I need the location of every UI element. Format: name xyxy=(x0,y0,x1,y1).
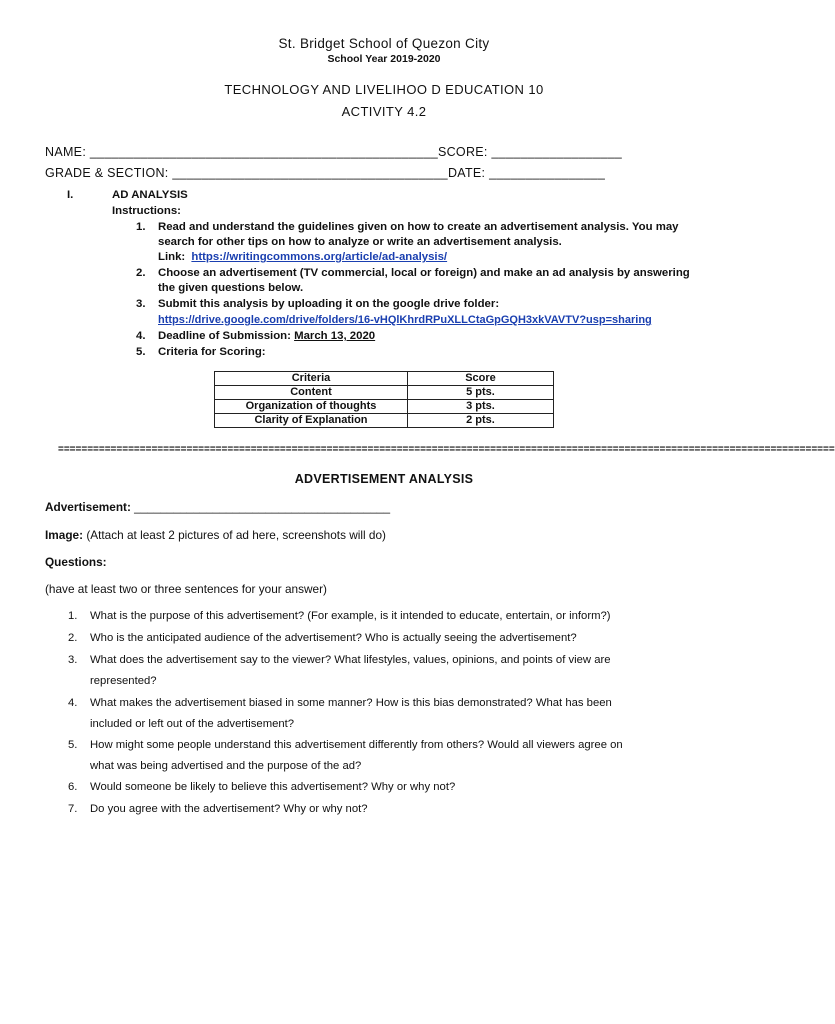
question-5-num: 5. xyxy=(68,739,78,751)
question-1-text: What is the purpose of this advertisement? (For example, is it intended to educate, entertain, or inform?) xyxy=(90,610,611,622)
item-3-num: 3. xyxy=(136,298,146,310)
item-1-link-label: Link: xyxy=(158,251,186,263)
name-label: NAME: xyxy=(45,145,87,159)
score-label: SCORE: xyxy=(437,145,488,159)
instructions-label: Instructions: xyxy=(112,205,181,217)
score-cell: 3 pts. xyxy=(408,400,554,414)
criteria-cell: Organization of thoughts xyxy=(215,400,408,414)
date-line: ________________ xyxy=(489,166,606,180)
name-row xyxy=(45,145,622,159)
school-name: St. Bridget School of Quezon City xyxy=(278,36,490,51)
item-1-num: 1. xyxy=(136,221,146,233)
question-3-text-cont: represented? xyxy=(90,675,157,687)
item-5-num: 5. xyxy=(136,346,146,358)
score-cell: 5 pts. xyxy=(408,386,554,400)
grade-label: GRADE & SECTION: xyxy=(45,166,169,180)
question-5-text-cont: what was being advertised and the purpose of the ad? xyxy=(90,760,362,772)
criteria-label: Criteria for Scoring: xyxy=(158,346,266,358)
question-3-num: 3. xyxy=(68,654,78,666)
question-6-text: Would someone be likely to believe this advertisement? Why or why not? xyxy=(90,781,456,793)
questions-label: Questions: xyxy=(45,555,107,569)
writingcommons-link[interactable]: https://writingcommons.org/article/ad-analysis/ xyxy=(191,251,448,263)
school-year: School Year 2019-2020 xyxy=(327,53,441,65)
item-2-num: 2. xyxy=(136,267,146,279)
header-criteria: Criteria xyxy=(215,372,408,386)
answer-note: (have at least two or three sentences for your answer) xyxy=(45,582,327,596)
deadline-label: Deadline of Submission: xyxy=(158,330,291,342)
date-label: DATE: xyxy=(447,166,486,180)
table-row xyxy=(215,400,554,414)
image-row xyxy=(45,528,386,542)
table-header-row xyxy=(215,372,554,386)
question-4-text-cont: included or left out of the advertisement? xyxy=(90,718,295,730)
item-4-num: 4. xyxy=(136,330,146,342)
item-1-line1: Read and understand the guidelines given on how to create an advertisement analysis. You may xyxy=(158,221,679,233)
item-1-line2: search for other tips on how to analyze or write an advertisement analysis. xyxy=(158,236,562,248)
advertisement-row xyxy=(45,500,390,514)
question-6-num: 6. xyxy=(68,781,78,793)
name-line: ________________________________________________ xyxy=(89,145,438,159)
question-5-text: How might some people understand this advertisement differently from others? Would all viewers agree on xyxy=(90,739,623,751)
question-3-text: What does the advertisement say to the viewer? What lifestyles, values, opinions, and points of view are xyxy=(90,654,611,666)
question-2-text: Who is the anticipated audience of the advertisement? Who is actually seeing the advertisement? xyxy=(90,632,577,644)
subject-title: TECHNOLOGY AND LIVELIHOO D EDUCATION 10 xyxy=(224,82,544,97)
question-1-num: 1. xyxy=(68,610,78,622)
question-7-text: Do you agree with the advertisement? Why or why not? xyxy=(90,803,368,815)
question-2-num: 2. xyxy=(68,632,78,644)
grade-row xyxy=(45,166,605,180)
separator-line: ===================================================================================================================================== xyxy=(58,444,835,455)
deadline-date: March 13, 2020 xyxy=(294,330,376,342)
advertisement-label: Advertisement: xyxy=(45,500,131,514)
score-cell: 2 pts. xyxy=(408,414,554,428)
item-2-line2: the given questions below. xyxy=(158,282,304,294)
image-label: Image: xyxy=(45,528,84,542)
score-line: __________________ xyxy=(491,145,623,159)
google-drive-link[interactable]: https://drive.google.com/drive/folders/16-vHQlKhrdRPuXLLCtaGpGQH3xkVAVTV?usp=sharing xyxy=(158,314,652,326)
criteria-cell: Content xyxy=(215,386,408,400)
analysis-title: ADVERTISEMENT ANALYSIS xyxy=(294,472,474,486)
section-numeral: I. xyxy=(67,189,74,201)
criteria-table xyxy=(214,371,554,428)
table-row xyxy=(215,386,554,400)
grade-line: ______________________________________ xyxy=(172,166,448,180)
item-2-line1: Choose an advertisement (TV commercial, local or foreign) and make an ad analysis by answering xyxy=(158,267,690,279)
item-3-line1: Submit this analysis by uploading it on the google drive folder: xyxy=(158,298,500,310)
question-4-num: 4. xyxy=(68,697,78,709)
section-title: AD ANALYSIS xyxy=(112,189,188,201)
image-instructions: (Attach at least 2 pictures of ad here, screenshots will do) xyxy=(86,528,386,542)
activity-title: ACTIVITY 4.2 xyxy=(341,104,427,119)
item-4-row xyxy=(158,330,375,342)
item-1-link-row xyxy=(158,251,447,263)
criteria-cell: Clarity of Explanation xyxy=(215,414,408,428)
advertisement-line: _______________________________________ xyxy=(134,500,391,514)
table-row xyxy=(215,414,554,428)
question-4-text: What makes the advertisement biased in some manner? How is this bias demonstrated? What has been xyxy=(90,697,612,709)
header-score: Score xyxy=(408,372,554,386)
question-7-num: 7. xyxy=(68,803,78,815)
